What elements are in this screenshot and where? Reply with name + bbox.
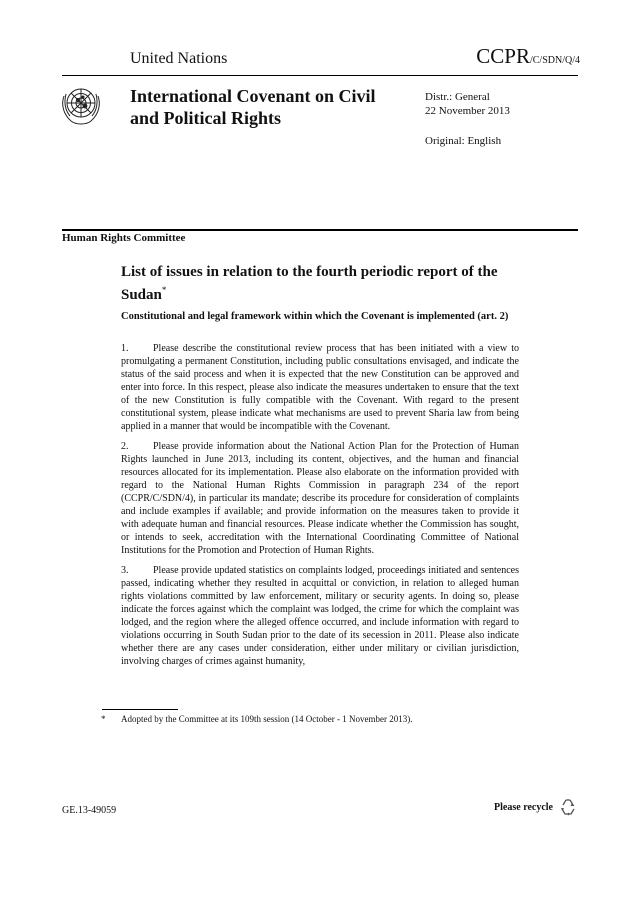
document-title-text: List of issues in relation to the fourth periodic report of the Sudan: [121, 264, 498, 303]
paragraph: [121, 564, 519, 668]
date: 22 November 2013: [425, 105, 510, 117]
paragraph-number: 3.: [121, 565, 129, 576]
un-emblem-icon: [58, 82, 104, 128]
footnote-text: Adopted by the Committee at its 109th session (14 October - 1 November 2013).: [121, 714, 413, 724]
symbol-main: CCPR: [476, 44, 530, 68]
recycle-label: Please recycle: [494, 801, 553, 813]
paragraph-list: [121, 342, 519, 675]
covenant-title: International Covenant on Civil and Political Rights: [130, 86, 376, 128]
original-language: Original: English: [425, 135, 502, 147]
paragraph-text: Please provide updated statistics on complaints lodged, proceedings initiated and sentences passed, indicating whether they resulted in acquittal or conviction, in relation to alleged human rights violations committed by law enforcement, military or security agents. In doing so, please indicate the forces against which the complaint was lodged, the crime for which the complaint was lodged, and the region where the alleged offence occurred, and include information with regard to violations occurring in South Sudan prior to the date of its secession in 2011. Please also indicate whether there are any cases under consideration, either under military or civilian jurisdiction, involving charges of crimes against humanity,: [121, 565, 519, 667]
job-number: GE.13-49059: [62, 805, 117, 816]
distribution: Distr.: General: [425, 91, 490, 103]
header-rule: [62, 75, 578, 76]
document-title: [121, 263, 521, 304]
symbol-suffix: /C/SDN/Q/4: [529, 55, 580, 66]
paragraph-text: Please describe the constitutional review process that has been initiated with a view to promulgating a permanent Constitution, including public consultations envisaged, and indicate the status of the said process and when it is expected that the new Constitution can be approved and enter into force. In this respect, please also indicate the measures undertaken to ensure that the text of the new Constitution is fully compatible with the Covenant. With regard to the present constitutional system, please indicate what mechanisms are used to prevent Sharia law from being applied in a manner that would be incompatible with the Covenant.: [121, 343, 519, 432]
distribution-block: [425, 90, 510, 148]
recycle-notice: [494, 797, 578, 817]
footnote-rule: [102, 709, 178, 710]
paragraph-text: Please provide information about the National Action Plan for the Protection of Human Rights launched in June 2013, including its content, objectives, and the human and financial resources allocated for its implementation. Please also elaborate on the information provided with regard to the National Human Rights Commission in paragraph 234 of the report (CCPR/C/SDN/4), in particular its mandate; describe its procedure for consideration of complaints and include examples if available; and provide information on the measures taken to provide it with adequate human and financial resources. Please indicate whether the Commission has sought, or intends to seek, accreditation with the International Coordinating Committee of National Institutions for the Promotion and Protection of Human Rights.: [121, 441, 519, 556]
paragraph: [121, 342, 519, 433]
section-heading: Constitutional and legal framework within which the Covenant is implemented (art. 2): [121, 311, 509, 322]
org-name: United Nations: [130, 50, 228, 67]
document-symbol: [476, 44, 580, 69]
paragraph-number: 2.: [121, 441, 129, 452]
footnote: [101, 714, 412, 724]
footnote-marker: *: [101, 714, 106, 724]
paragraph-number: 1.: [121, 343, 129, 354]
title-footnote-marker: *: [161, 285, 167, 295]
committee-name: Human Rights Committee: [62, 232, 186, 244]
paragraph: [121, 440, 519, 557]
recycle-icon: [558, 797, 578, 817]
committee-rule: [62, 229, 578, 231]
